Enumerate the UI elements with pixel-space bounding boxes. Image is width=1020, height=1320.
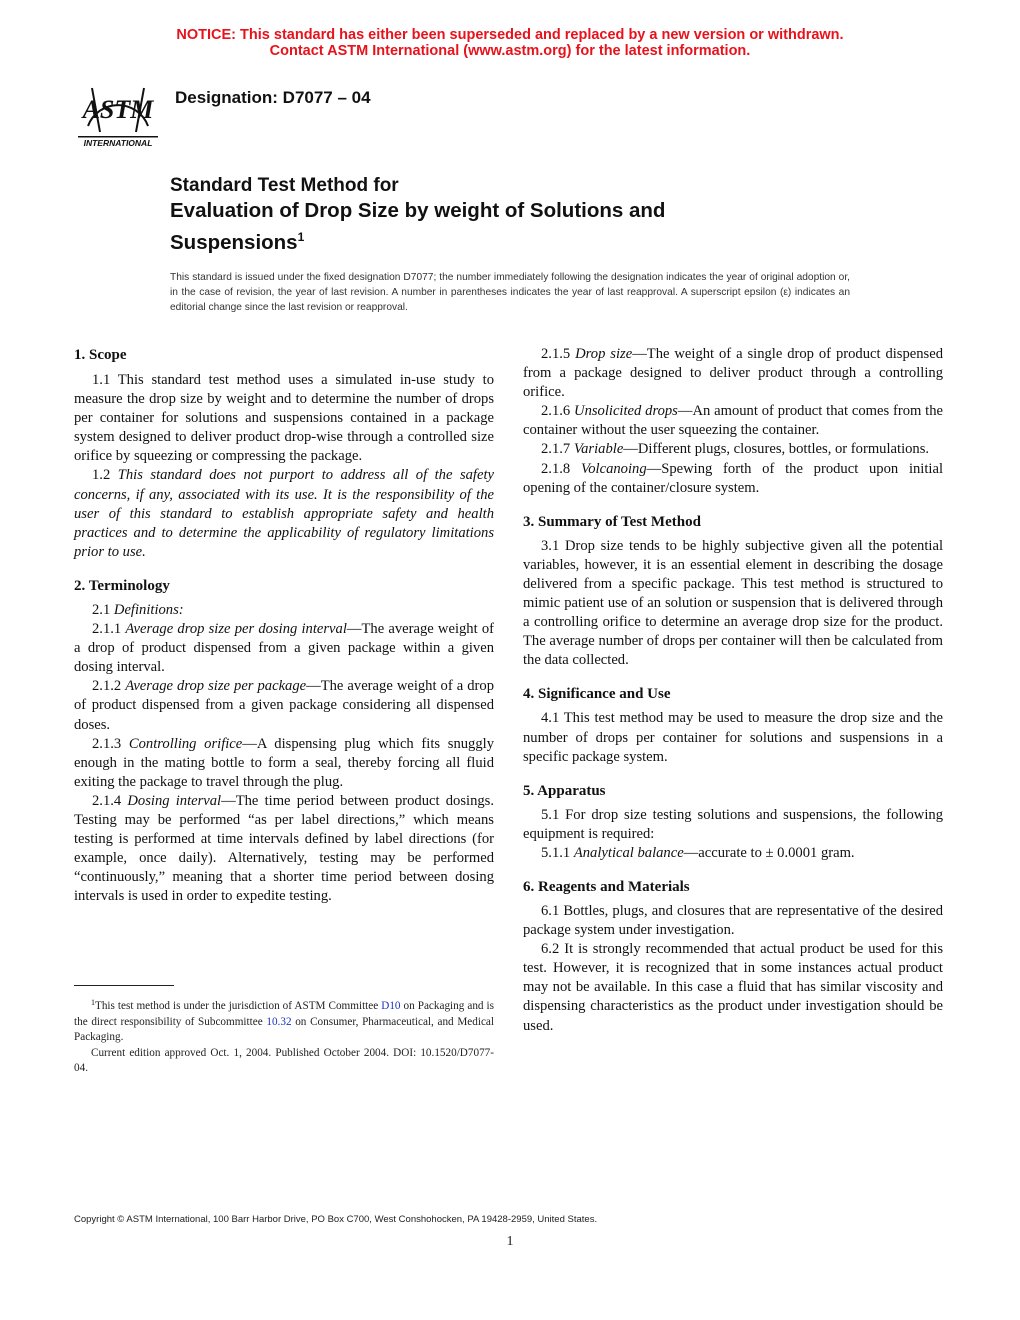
para-num: 1.2	[92, 467, 111, 484]
term: Average drop size per dosing interval	[125, 621, 347, 638]
page-number: 1	[506, 1234, 514, 1249]
paragraph-2-1-4	[74, 792, 494, 907]
section-heading-terminology: 2. Terminology	[74, 577, 170, 594]
notice-line-1: NOTICE: This standard has either been superseded and replaced by a new version or withdrawn.	[176, 27, 844, 43]
section-heading-reagents: 6. Reagents and Materials	[523, 878, 690, 895]
definition: —The weight of a single drop of product dispensed from a package designed to deliver product through a controlling orifice.	[523, 346, 944, 401]
designation: Designation: D7077 – 04	[175, 88, 371, 107]
paragraph-2-1-5	[523, 345, 943, 402]
term: Drop size	[575, 346, 633, 362]
para-num: 2.1.4	[92, 792, 122, 809]
paragraph-2-1-1	[74, 620, 494, 677]
title-line-1: Standard Test Method for	[170, 175, 399, 196]
para-num: 5.1.1	[541, 844, 571, 861]
term: Definitions:	[113, 601, 184, 618]
footnote-text: on Consumer, Pharmaceutical, and Medical Packaging.	[74, 1015, 494, 1043]
subcommittee-link[interactable]: 10.32	[266, 1015, 292, 1028]
title-line-3	[170, 224, 930, 256]
section-heading-apparatus: 5. Apparatus	[523, 782, 606, 799]
paragraph-6-1: 6.1 Bottles, plugs, and closures that are representative of the desired package system under investigation.	[523, 902, 943, 939]
section-heading-summary: 3. Summary of Test Method	[523, 513, 701, 530]
term: Analytical balance	[573, 844, 684, 861]
right-column	[523, 345, 943, 1036]
footnote-mark: 1	[91, 998, 95, 1007]
document-title	[170, 175, 930, 256]
paragraph-1-2	[74, 466, 494, 561]
para-num: 2.1.2	[92, 678, 122, 695]
term: Dosing interval	[127, 792, 222, 809]
term: Unsolicited drops	[574, 403, 678, 420]
standard-intro: This standard is issued under the fixed designation D7077; the number immediately following the designation indicates the year of original adoption or, in the case of revision, the year of last revision. A number in parentheses indicates the year of last reapproval. A superscript epsilon (ε) indicates an editorial change since the last revision or reapproval.	[170, 272, 850, 313]
para-text: This standard does not purport to address all of the safety concerns, if any, associated with its use. It is the responsibility of the user of this standard to establish appropriate safety and health practices and to determine the applicability of regulatory limitations prior to use.	[74, 467, 494, 560]
footnote-edition: Current edition approved Oct. 1, 2004. Published October 2004. DOI: 10.1520/D7077-04.	[74, 1046, 494, 1074]
withdrawn-notice	[0, 27, 1020, 59]
para-num: 2.1	[92, 601, 111, 618]
logo-text: ASTM	[82, 95, 154, 124]
footnote-jurisdiction	[74, 995, 494, 1046]
paragraph-2-1-3	[74, 735, 494, 792]
term: Average drop size per package	[125, 678, 307, 695]
section-heading-significance: 4. Significance and Use	[523, 686, 671, 703]
paragraph-2-1-6	[523, 402, 943, 440]
para-num: 2.1.6	[541, 403, 571, 420]
paragraph-3-1: 3.1 Drop size tends to be highly subjective given all the potential variables, however, it is an essential element in describing the dosage delivered from a specific package. This test method is structured to mimic patient use of an solution or suspension that is delivered through a controlling orifice to determine an average drop size for the product. The average number of drops per container will then be calculated from the data collected.	[523, 537, 943, 669]
paragraph-2-1-8	[523, 460, 943, 498]
para-num: 2.1.7	[541, 441, 571, 458]
paragraph-5-1: 5.1 For drop size testing solutions and suspensions, the following equipment is required:	[523, 806, 943, 842]
term: Volcanoing	[580, 460, 647, 477]
para-num: 2.1.1	[92, 621, 122, 638]
committee-link[interactable]: D10	[381, 1000, 401, 1012]
footnote-text: This test method is under the jurisdiction of ASTM Committee	[95, 1000, 382, 1012]
definition: —Spewing forth of the product upon initial opening of the container/closure system.	[523, 460, 943, 496]
definition: —The time period between product dosings. Testing may be performed “as per label directions,” which means testing is performed at time intervals defined by label directions (for example, once daily). Alternatively, testing may be performed “continuously,” meaning that a shorter time period between dosing intervals is used in order to expedite testing.	[74, 792, 494, 905]
title-footnote-mark: 1	[297, 230, 305, 244]
term: Variable	[573, 441, 624, 458]
paragraph-2-1-2	[74, 677, 494, 734]
left-column	[74, 345, 494, 906]
paragraph-6-2: 6.2 It is strongly recommended that actual product be used for this test. However, it is recognized that in some instances actual product may not be available. In this case a fluid that has similar viscosity and dispensing characteristics as the product under investigation should be used.	[523, 941, 943, 1034]
paragraph-5-1-1	[523, 844, 943, 863]
title-line-3-text: Suspensions	[170, 231, 298, 254]
paragraph-2-1	[74, 601, 494, 620]
footnote	[74, 995, 494, 1077]
para-num: 2.1.5	[541, 346, 571, 362]
astm-logo	[74, 74, 162, 150]
definition: —An amount of product that comes from the container without the user squeezing the container.	[523, 403, 944, 439]
paragraph-4-1: 4.1 This test method may be used to measure the drop size and the number of drops per container for solutions and suspensions in a specific package system.	[523, 710, 943, 765]
term: Controlling orifice	[128, 735, 243, 752]
definition: —The average weight of a drop of product dispensed from a given package considering all dispensed doses.	[74, 678, 494, 733]
definition: —accurate to ± 0.0001 gram.	[683, 844, 855, 861]
para-num: 2.1.3	[92, 735, 122, 752]
logo-subtext: INTERNATIONAL	[83, 138, 153, 148]
definition: —The average weight of a drop of product dispensed from a given package within a given dosing interval.	[74, 621, 495, 676]
notice-line-2: Contact ASTM International (www.astm.org) for the latest information.	[269, 43, 751, 59]
definition: —A dispensing plug which fits snuggly enough in the mating bottle to form a seal, thereby forcing all fluid exiting the package to travel through the plug.	[74, 735, 494, 790]
paragraph-1-1: 1.1 This standard test method uses a simulated in-use study to measure the drop size by weight and to determine the number of drops per container for solutions and suspensions contained in a package system designed to deliver product drop-wise through a controlled size orifice by squeezing or compressing the package.	[74, 372, 494, 465]
definition: —Different plugs, closures, bottles, or formulations.	[623, 441, 930, 458]
footnote-text: on Packaging and is the direct responsibility of Subcommittee	[74, 1000, 494, 1028]
para-num: 2.1.8	[541, 460, 571, 477]
title-line-2: Evaluation of Drop Size by weight of Solutions and	[170, 199, 666, 222]
copyright: Copyright © ASTM International, 100 Barr Harbor Drive, PO Box C700, West Conshohocken, PA 19428-2959, United States.	[74, 1214, 598, 1225]
footnote-rule	[74, 985, 174, 986]
section-heading-scope: 1. Scope	[74, 347, 127, 363]
paragraph-2-1-7	[523, 440, 943, 459]
